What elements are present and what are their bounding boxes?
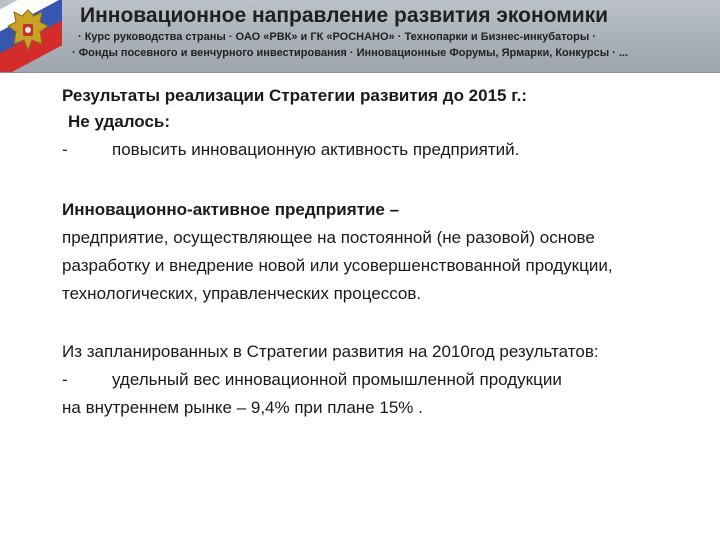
header-banner xyxy=(0,0,720,73)
coat-of-arms-icon xyxy=(4,4,52,56)
definition-title: Инновационно-активное предприятие – xyxy=(62,200,400,219)
plan-item-continuation: на внутреннем рынке – 9,4% при плане 15% . xyxy=(62,398,423,417)
results-heading: Результаты реализации Стратегии развития до 2015 г.: xyxy=(62,86,527,105)
definition-line-2: разработку и внедрение новой или усовершенствованной продукции, xyxy=(62,256,613,275)
bullet-dash: - xyxy=(62,370,68,389)
flag-emblem xyxy=(0,0,62,72)
plan-item: удельный вес инновационной промышленной продукции xyxy=(112,370,562,389)
failed-heading: Не удалось: xyxy=(68,112,171,131)
definition-line-3: технологических, управленческих процессов. xyxy=(62,284,422,303)
header-subline-2: · Фонды посевного и венчурного инвестирования · Инновационные Форумы, Ярмарки, Конкурсы · ... xyxy=(72,47,629,59)
bullet-dash: - xyxy=(62,140,68,159)
header-subline-1: · Курс руководства страны · ОАО «РВК» и ГК «РОСНАНО» · Технопарки и Бизнес-инкубаторы · xyxy=(78,31,596,43)
definition-line-1: предприятие, осуществляющее на постоянной (не разовой) основе xyxy=(62,228,595,247)
failed-item: повысить инновационную активность предприятий. xyxy=(112,140,520,159)
page-title: Инновационное направление развития экономики xyxy=(80,4,609,27)
plan-line: Из запланированных в Стратегии развития на 2010год результатов: xyxy=(62,342,599,361)
